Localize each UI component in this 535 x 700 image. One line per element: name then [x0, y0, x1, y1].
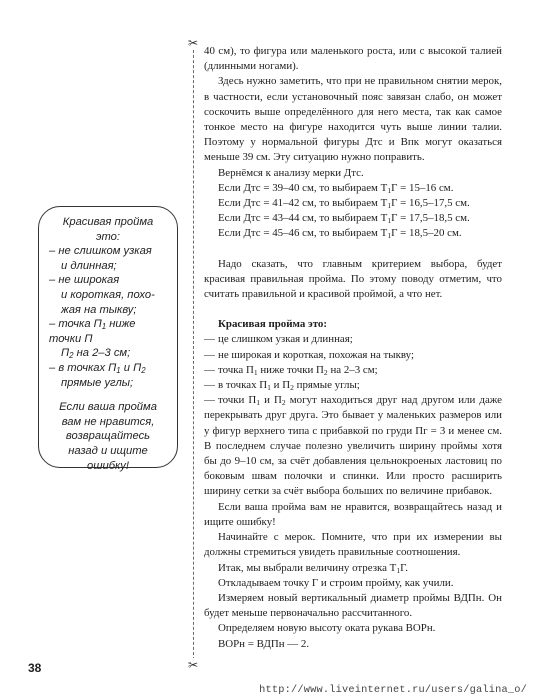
paragraph: Итак, мы выбрали величину отрезка $Т_1Г$. — [218, 561, 408, 575]
watermark-url: http://www.liveinternet.ru/users/galina_o/ — [259, 684, 527, 696]
formula: ВОРн = ВДПн — 2. — [218, 637, 310, 650]
list-item: — не широкая и короткая, похожая на тыкву; — [204, 348, 414, 361]
sidebar-item: – не слишком узкая и длинная; — [49, 245, 152, 272]
scissors-icon: ✂ — [187, 36, 199, 50]
list-item: — це слишком узкая и длинная; — [204, 333, 353, 346]
page-number: 38 — [28, 661, 42, 675]
cut-line — [193, 40, 194, 670]
section-heading: Красивая пройма это: — [218, 318, 327, 331]
paragraph: Вернёмся к анализу мерки Дтс. — [218, 166, 364, 179]
sidebar-list — [49, 244, 167, 390]
main-text-column — [204, 44, 502, 652]
list-item: — точки $П_1$ и $П_2$ могут находиться друг над другом или даже перекрывать друг друга. Это бывает у маленьких размеров или у фигур верхнего типа с прибавкой по груди Пг = 3 и менее см. В последнем случае полезно увеличить ширину проймы хотя бы до 9–10 см, за счёт добавления цельнокроеных ластовиц по боковым швам полочки и спинки. Или просто расширить ширину сетки за счёт выбора больших по величине прибавок. — [204, 394, 502, 498]
paragraph: 40 см), то фигура или маленького роста, или с высокой талией (длинными ногами). — [204, 45, 502, 73]
paragraph: Если ваша пройма вам не нравится, возвращайтесь назад и ищите ошибку! — [204, 500, 502, 528]
paragraph: Определяем новую высоту оката рукава ВОРн. — [218, 622, 436, 635]
sidebar-item: – в точках $П_1$ и $П_2$ прямые углы; — [49, 361, 146, 389]
sidebar-warning: Если ваша пройма вам не нравится, возвращайтесь назад и ищите ошибку! — [59, 401, 157, 472]
paragraph: Надо сказать, что главным критерием выбора, будет красивая правильная пройма. По этому поводу отметим, что считать правильной и красивой проймой, а что нет. — [204, 257, 502, 301]
paragraph: Откладываем точку Г и строим пройму, как учили. — [218, 576, 454, 589]
sidebar-item: – точка $П_1$ ниже точки П $П_2$ на 2–3 см; — [49, 318, 136, 361]
paragraph: Начинайте с мерок. Помните, что при их измерении вы должны стремиться увидеть правильные соотношения. — [204, 531, 502, 559]
list-item: — точка $П_1$ ниже точки $П_2$ на 2–3 см; — [204, 363, 378, 377]
rule-line: Если Дтс = 43–44 см, то выбираем $Т_1Г = 17,5-18,5$ см. — [218, 212, 470, 226]
sidebar-item: – не широкая и короткая, похо- жая на тыкву; — [49, 274, 155, 316]
rule-line: Если Дтс = 39–40 см, то выбираем $Т_1Г = 15-16$ см. — [218, 181, 454, 195]
rule-line: Если Дтс = 45–46 см, то выбираем $Т_1Г = 18,5-20$ см. — [218, 227, 462, 241]
sidebar-note-box — [38, 206, 178, 472]
list-item: — в точках $П_1$ и $П_2$ прямые углы; — [204, 379, 360, 392]
rule-line: Если Дтс = 41–42 см, то выбираем $Т_1Г = 16,5-17,5$ см. — [218, 197, 470, 210]
paragraph: Здесь нужно заметить, что при не правильном снятии мерок, в частности, если установочный пояс завязан слабо, он может соскочить выше определённого для него места, так как самое тонкое место на фигуре находится чуть выше линии талии. Поэтому у нормальной фигуры Дтс и Впк могут оказаться меньше 39 см. Эту ситуацию нужно поправить. — [204, 75, 502, 164]
paragraph: Измеряем новый вертикальный диаметр проймы ВДПн. Он будет меньше первоначально рассчитанного. — [204, 591, 502, 620]
scissors-icon: ✂ — [187, 658, 199, 672]
sidebar-title: Красивая пройма это: — [62, 216, 154, 243]
